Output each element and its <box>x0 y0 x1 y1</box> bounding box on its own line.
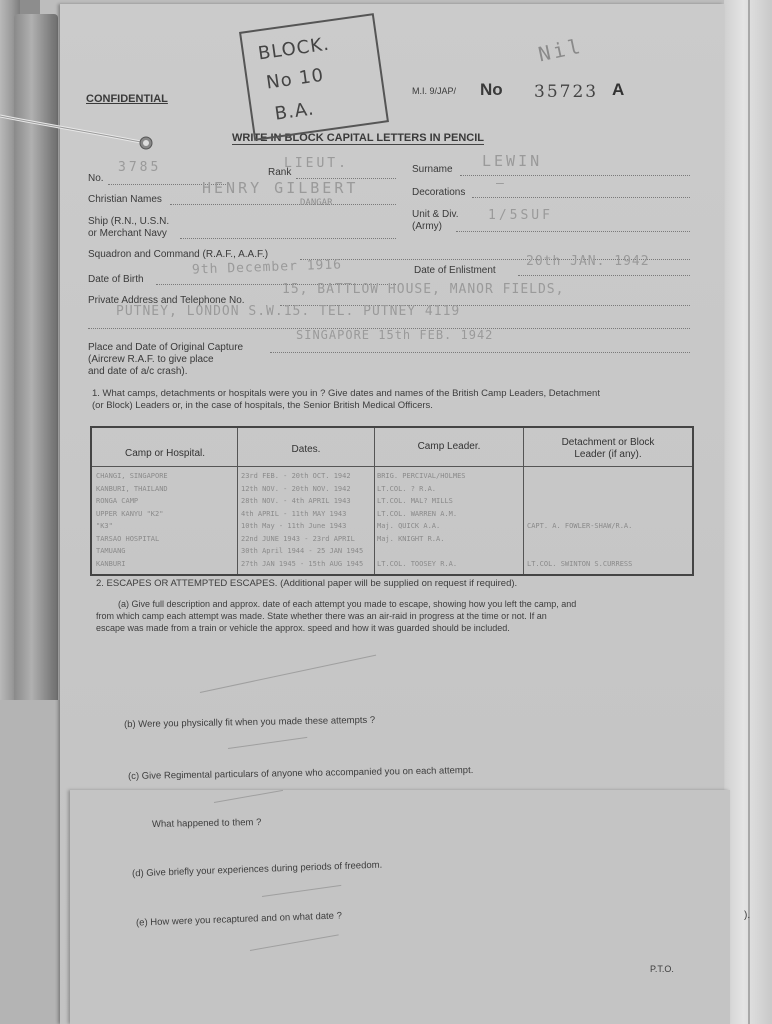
underlying-page-lower <box>0 700 60 1024</box>
table-cell: BRIG. PERCIVAL/HOLMES <box>377 472 466 480</box>
question-2b-text: (b) Were you physically fit when you made these attempts ? <box>123 714 376 731</box>
table-cell: 10th May - 11th June 1943 <box>241 522 347 530</box>
handwritten-nil: Nil <box>535 33 586 67</box>
table-header-detachment: Detachment or Block <box>561 437 655 448</box>
question-1-text-2: (or Block) Leaders or, in the case of hospitals, the Senior British Medical Officers. <box>92 400 433 411</box>
block-stamp <box>239 13 389 141</box>
stamp-line-2: No 10 <box>264 64 326 94</box>
ship-label-2: or Merchant Navy <box>88 228 167 239</box>
enlistment-value: 20th JAN. 1942 <box>526 254 650 269</box>
rank-label: Rank <box>268 167 292 178</box>
table-header-dates: Dates. <box>291 444 321 455</box>
page-edge-line <box>748 0 750 1024</box>
no-label: No. <box>88 173 104 184</box>
question-2d-text: (d) Give briefly your experiences during periods of freedom. <box>131 859 383 880</box>
rank-value: LIEUT. <box>284 156 349 171</box>
capture-label-3: and date of a/c crash). <box>88 366 188 377</box>
christian-names-value: HENRY GILBERT <box>202 179 359 197</box>
form-number: 35723 <box>534 82 599 102</box>
table-header-detachment-2: Leader (if any). <box>574 449 642 460</box>
question-2c-followup: What happened to them ? <box>151 817 262 830</box>
table-cell: Maj. KNIGHT R.A. <box>377 534 445 543</box>
decorations-line <box>472 197 690 198</box>
question-2-title: 2. ESCAPES OR ATTEMPTED ESCAPES. (Additional paper will be supplied on request if required). <box>96 578 518 589</box>
table-cell: TAMUANG <box>96 547 126 555</box>
table-cell: 27th JAN 1945 - 15th AUG 1945 <box>241 559 364 568</box>
table-cell: TARSAO HOSPITAL <box>96 534 160 543</box>
surname-line <box>460 175 690 176</box>
instruction-heading: WRITE IN BLOCK CAPITAL LETTERS IN PENCIL <box>232 132 484 144</box>
table-cell: LT.COL. WARREN A.M. <box>377 509 458 518</box>
question-2a-text: (a) Give full description and approx. date of each attempt you made to escape, showing how you left the camp, and <box>118 599 577 609</box>
table-cell: CHANGI, SINGAPORE <box>96 472 168 480</box>
question-2a-text-2: from which camp each attempt was made. State whether there was an air-raid in progress at the time or not. If an <box>96 611 547 621</box>
squadron-label: Squadron and Command (R.A.F., A.A.F.) <box>88 249 269 260</box>
christian-names-value-2: DANGAR <box>300 198 333 208</box>
capture-line <box>270 352 690 353</box>
table-cell: 22nd JUNE 1943 - 23rd APRIL <box>241 534 355 543</box>
question-2c-text: (c) Give Regimental particulars of anyone who accompanied you on each attempt. <box>127 764 474 783</box>
table-cell: 23rd FEB. - 20th OCT. 1942 <box>241 472 351 480</box>
table-cell: 12th NOV. - 20th NOV. 1942 <box>241 484 351 493</box>
pto-label: P.T.O. <box>650 964 674 974</box>
table-cell: CAPT. A. FOWLER-SHAW/R.A. <box>527 522 633 530</box>
table-cell: KANBURI, THAILAND <box>96 484 168 493</box>
ship-line <box>180 238 396 239</box>
surname-label: Surname <box>412 164 453 175</box>
address-value-1: 15, BATTLOW HOUSE, MANOR FIELDS, <box>282 282 565 297</box>
address-label: Private Address and Telephone No. <box>88 295 245 306</box>
christian-names-line <box>170 204 396 205</box>
question-2a-text-3: escape was made from a train or vehicle the approx. speed and how it was guarded should be included. <box>96 623 510 633</box>
table-cell: LT.COL. SWINTON S.CURRESS <box>527 559 633 568</box>
decorations-label: Decorations <box>412 187 466 198</box>
table-cell: LT.COL. ? R.A. <box>377 484 437 493</box>
table-cell: RONGA CAMP <box>96 497 139 505</box>
ship-label: Ship (R.N., U.S.N. <box>88 216 170 227</box>
confidential-label: CONFIDENTIAL <box>86 93 168 105</box>
christian-names-label: Christian Names <box>88 194 162 205</box>
enlistment-line <box>518 275 690 276</box>
dob-value: 9th December 1916 <box>191 257 343 278</box>
question-1-text: 1. What camps, detachments or hospitals were you in ? Give dates and names of the British Camp Leaders, Detachment <box>92 388 600 399</box>
number-prefix: No <box>480 80 503 99</box>
stamp-line-1: BLOCK. <box>256 33 332 65</box>
dob-label: Date of Birth <box>88 274 144 285</box>
table-cell: 30th April 1944 - 25 JAN 1945 <box>241 547 364 555</box>
capture-value: SINGAPORE 15th FEB. 1942 <box>296 328 494 342</box>
capture-label-2: (Aircrew R.A.F. to give place <box>88 354 214 365</box>
stamp-line-3: B.A. <box>273 98 316 125</box>
address-value-2: PUTNEY, LONDON S.W.15. TEL. PUTNEY 4119 <box>116 304 461 319</box>
table-cell: KANBURI <box>96 559 126 568</box>
capture-label: Place and Date of Original Capture <box>88 342 244 353</box>
form-suffix: A <box>612 80 625 99</box>
table-header-rule <box>92 466 692 467</box>
unit-line <box>456 231 690 232</box>
margin-mark: ). <box>744 910 751 921</box>
unit-label-2: (Army) <box>412 221 442 232</box>
unit-value: 1/5SUF <box>488 208 553 223</box>
table-header-camp: Camp or Hospital. <box>124 448 206 459</box>
question-2e-text: (e) How were you recaptured and on what date ? <box>135 910 343 929</box>
surname-value: LEWIN <box>482 152 543 170</box>
table-cell: "K3" <box>96 522 113 530</box>
table-cell: 28th NOV. - 4th APRIL 1943 <box>241 497 351 505</box>
table-cell: Maj. QUICK A.A. <box>377 522 441 530</box>
string-tie <box>0 110 160 160</box>
unit-label: Unit & Div. <box>412 209 459 220</box>
table-cell: LT.COL. TOOSEY R.A. <box>377 559 458 568</box>
form-reference: M.I. 9/JAP/ <box>412 86 457 96</box>
table-header-leader: Camp Leader. <box>417 441 481 452</box>
table-cell: UPPER KANYU "K2" <box>96 509 164 518</box>
table-cell: 4th APRIL - 11th MAY 1943 <box>241 509 347 518</box>
no-value: 3785 <box>118 160 162 175</box>
enlistment-label: Date of Enlistment <box>414 265 496 276</box>
table-cell: LT.COL. MAL? MILLS <box>377 497 453 505</box>
decorations-value: — <box>496 176 507 191</box>
